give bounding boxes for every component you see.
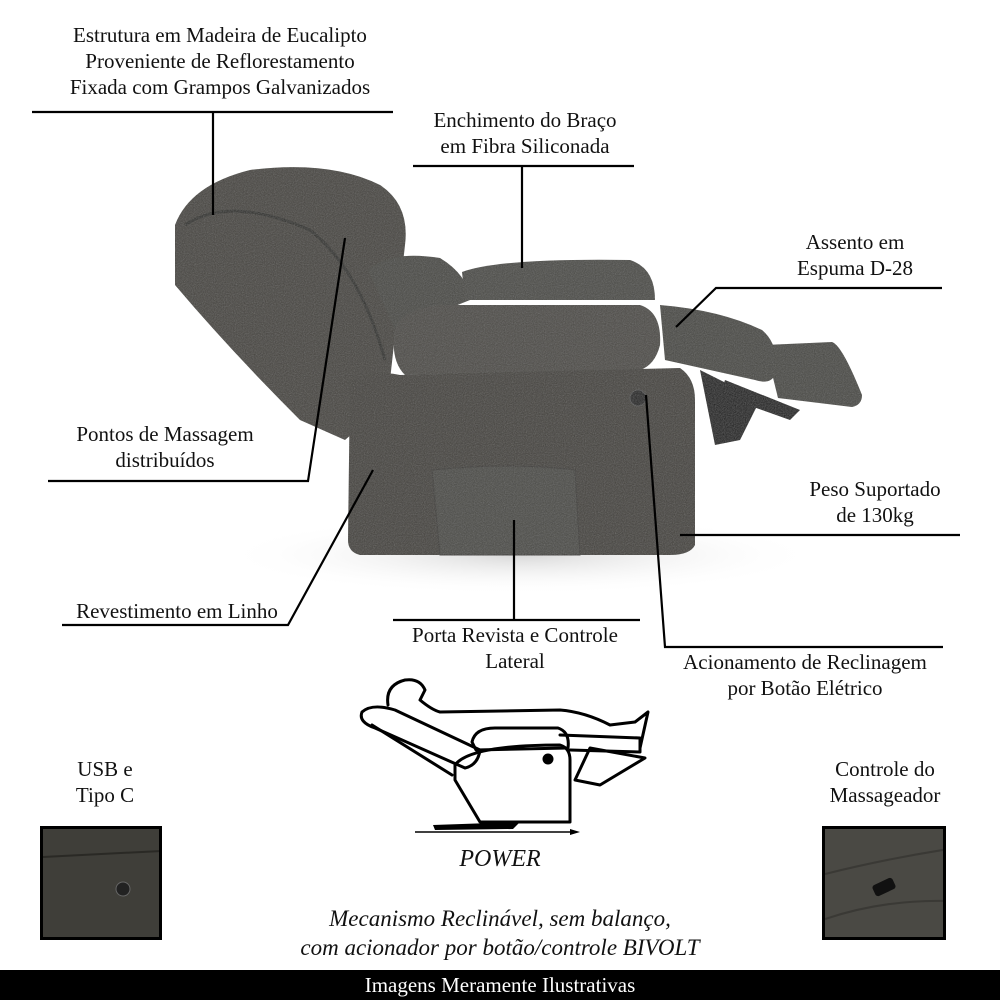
disclaimer-footer: Imagens Meramente Ilustrativas xyxy=(0,970,1000,1000)
usb-port-icon xyxy=(43,829,162,940)
callout-peso: Peso Suportado de 130kg xyxy=(809,477,941,527)
callout-acionamento: Acionamento de Reclinagem por Botão Elétrico xyxy=(683,650,927,700)
callout-massagem: Pontos de Massagem distribuídos xyxy=(76,422,254,472)
callout-controle: Controle do Massageador xyxy=(829,757,941,807)
callout-braco: Enchimento do Braço em Fibra Siliconada xyxy=(433,108,617,158)
massage-controller-thumbnail xyxy=(822,826,946,940)
remote-control-icon xyxy=(825,829,946,940)
mechanism-description: Mecanismo Reclinável, sem balanço, com acionador por botão/controle BIVOLT xyxy=(300,906,700,960)
callout-usb: USB e Tipo C xyxy=(75,757,135,807)
callout-revestimento: Revestimento em Linho xyxy=(76,599,278,623)
usb-port-thumbnail xyxy=(40,826,162,940)
power-mode-label: POWER xyxy=(459,846,541,872)
callout-assento: Assento em Espuma D-28 xyxy=(796,230,914,280)
callout-estrutura: Estrutura em Madeira de Eucalipto Proveniente de Reflorestamento Fixada com Grampos Galvanizados xyxy=(69,23,371,99)
callout-porta-revista: Porta Revista e Controle Lateral xyxy=(412,623,618,673)
